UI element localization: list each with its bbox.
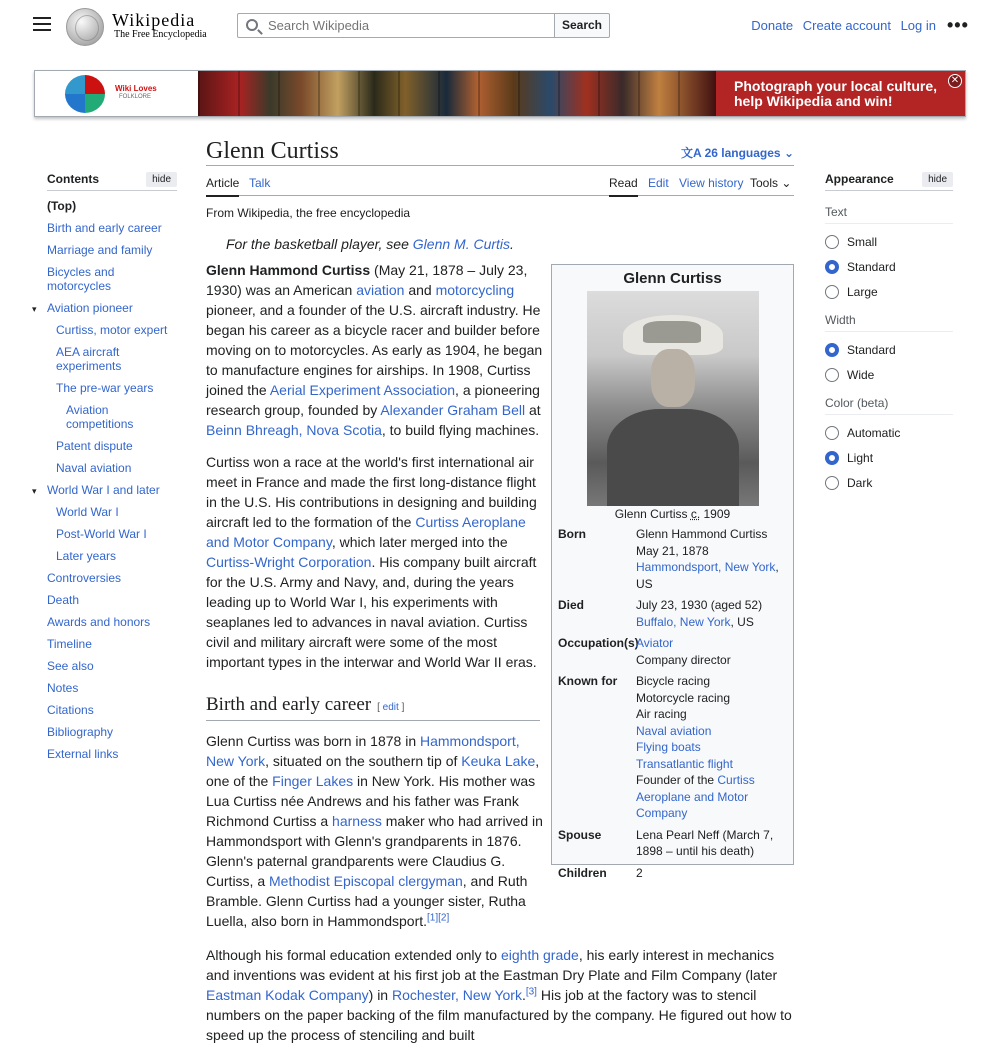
link-aea[interactable]: Aerial Experiment Association (269, 382, 456, 398)
radio-unchecked-icon[interactable] (825, 285, 839, 299)
toc-link[interactable]: Later years (56, 549, 117, 563)
citation-3[interactable]: [3] (525, 986, 537, 998)
toc-link[interactable]: Notes (47, 681, 79, 695)
radio-checked-icon[interactable] (825, 343, 839, 357)
known-for-link[interactable]: Transatlantic flight (636, 756, 733, 771)
infobox-row-children (558, 865, 788, 882)
toc-link[interactable]: Controversies (47, 571, 122, 585)
link-finger-lakes[interactable]: Finger Lakes (272, 773, 354, 789)
appearance-radio-option[interactable] (825, 475, 953, 490)
known-for-link[interactable]: Curtiss Aeroplane and Motor Company (636, 773, 755, 820)
appearance-title: Appearance (825, 172, 894, 186)
log-in-link[interactable]: Log in (900, 18, 936, 33)
toc-list (32, 199, 177, 761)
fundraising-banner[interactable] (34, 70, 966, 117)
hatnote-link[interactable]: Glenn M. Curtis (412, 236, 511, 252)
link-methodist[interactable]: Methodist Episcopal clergyman (269, 873, 463, 889)
born-place-suffix: , US (636, 560, 779, 591)
toc-item (47, 403, 177, 431)
link-eastman-kodak[interactable]: Eastman Kodak Company (206, 987, 369, 1003)
toc-link[interactable]: Bibliography (47, 725, 114, 739)
link-curtiss-wright[interactable]: Curtiss-Wright Corporation (206, 554, 372, 570)
wikipedia-globe-logo[interactable] (66, 8, 104, 46)
create-account-link[interactable]: Create account (802, 18, 891, 33)
citation-2[interactable]: [2] (438, 912, 450, 924)
link-motorcycling[interactable]: motorcycling (435, 282, 515, 298)
section-paragraph-2: Although his formal education extended only to eighth grade, his early interest in mechanics and inventions was evident at his first job at the Eastman Dry Plate and Film Company (later Eastman Kodak Company) in Rochester, New York.[3] His job at the factory was to stencil numbers on the paper backing of the film manufactured by the company. He figured out how to speed up the process of stenciling and built (206, 947, 792, 1043)
search-input[interactable] (266, 16, 546, 35)
died-place-link[interactable]: Buffalo, New York (636, 614, 731, 629)
toc-item (47, 593, 177, 607)
toc-item (47, 265, 177, 293)
infobox-row-known-for (558, 673, 788, 822)
toc-item (32, 301, 177, 315)
appearance-hide-button[interactable]: hide (922, 172, 953, 187)
page-title: Glenn Curtiss (206, 138, 339, 164)
photo-face (651, 349, 695, 407)
known-for-link[interactable]: Flying boats (636, 740, 701, 754)
radio-unchecked-icon[interactable] (825, 235, 839, 249)
link-aviation[interactable]: aviation (356, 282, 405, 298)
toc-link[interactable]: See also (47, 659, 94, 673)
hatnote (226, 236, 794, 252)
toc-link[interactable]: Patent dispute (56, 439, 133, 453)
toc-item (47, 703, 177, 717)
toc-item (47, 381, 177, 395)
appearance-radio-option[interactable] (825, 425, 953, 440)
toc-link[interactable]: AEA aircraft experiments (56, 345, 122, 373)
wikipedia-tagline: The Free Encyclopedia (114, 29, 207, 40)
toc-link[interactable]: The pre-war years (56, 381, 154, 395)
radio-label: Light (847, 450, 874, 465)
edit-link-label[interactable]: edit (382, 702, 399, 713)
tab-edit[interactable]: Edit (648, 176, 669, 190)
article-lead (206, 260, 546, 931)
toc-link[interactable]: Death (47, 593, 80, 607)
more-options-icon[interactable]: ••• (947, 15, 969, 35)
infobox (551, 264, 794, 880)
toc-item (47, 615, 177, 629)
radio-checked-icon[interactable] (825, 260, 839, 274)
infobox-label: Born (558, 527, 586, 541)
toc-item (47, 199, 177, 213)
toc-link[interactable]: Citations (47, 703, 94, 717)
chevron-down-icon: ⌄ (781, 176, 792, 190)
died-date: July 23, 1930 (aged 52) (636, 598, 763, 612)
radio-unchecked-icon[interactable] (825, 476, 839, 490)
appearance-section-label: Color (beta) (825, 396, 953, 415)
radio-label: Wide (847, 367, 875, 382)
radio-unchecked-icon[interactable] (825, 368, 839, 382)
toc-link[interactable]: Marriage and family (47, 243, 153, 257)
appearance-radio-option[interactable] (825, 450, 953, 465)
tab-article[interactable]: Article (206, 176, 239, 197)
appearance-section-label: Width (825, 313, 953, 332)
banner-cta[interactable] (716, 71, 965, 116)
infobox-label: Died (558, 598, 585, 612)
born-name: Glenn Hammond Curtiss (636, 527, 768, 541)
portrait-photo[interactable] (587, 291, 759, 506)
toc-item (47, 221, 177, 235)
toc-link[interactable]: (Top) (47, 199, 77, 213)
photo-body (607, 409, 739, 506)
radio-label: Standard (847, 259, 896, 274)
lead-paragraph-1: Glenn Hammond Curtiss (May 21, 1878 – July 23, 1930) was an American aviation and motorcycling pioneer, and a founder of the U.S. aircraft industry. He began his career as a bicycle racer and builder before moving on to motorcycles. As early as 1904, he began to manufacture engines for airships. In 1908, Curtiss joined the Aerial Experiment Association, a pioneering research group, founded by Alexander Graham Bell at Beinn Bhreagh, Nova Scotia, to build flying machines. (206, 262, 543, 438)
toc-item (47, 505, 177, 519)
appearance-panel (825, 172, 953, 490)
radio-checked-icon[interactable] (825, 451, 839, 465)
toc-item (32, 483, 177, 497)
search-icon (246, 19, 258, 31)
toc-link[interactable]: Birth and early career (47, 221, 162, 235)
radio-label: Automatic (847, 425, 901, 440)
radio-unchecked-icon[interactable] (825, 426, 839, 440)
appearance-radio-option[interactable] (825, 342, 953, 357)
infobox-row-born (558, 526, 788, 592)
infobox-label: Children (558, 865, 607, 880)
caption-year: 1909 (700, 507, 731, 521)
infobox-label: Occupation(s) (558, 636, 639, 650)
page-tabs (206, 166, 794, 196)
chevron-down-icon[interactable]: ▾ (32, 486, 37, 496)
toc-item (47, 571, 177, 585)
link-keuka-lake[interactable]: Keuka Lake (461, 753, 536, 769)
lead-paragraph-2: Curtiss won a race at the world's first international air meet in France and made the first long-distance flight in the U.S. His contributions in designing and building aircraft led to the formation of the Curtiss Aeroplane and Motor Company, which later merged into the Curtiss-Wright Corporation. His company built aircraft for the U.S. Army and Navy, and, during the years leading up to World War I, his experiments with seaplanes led to advances in naval aviation. Curtiss civil and military aircraft were some of the most important types in the interwar and World War II eras. (206, 454, 537, 670)
toc-item (47, 549, 177, 563)
toc-item (47, 345, 177, 373)
occupation-link[interactable]: Aviator (636, 636, 674, 650)
hatnote-suffix: . (510, 236, 514, 252)
search-box (237, 13, 555, 38)
tab-read[interactable]: Read (609, 176, 638, 197)
caption-name: Glenn Curtiss (614, 507, 691, 521)
toc-title: Contents (47, 172, 99, 186)
infobox-label: Spouse (558, 827, 602, 842)
link-hammondsport[interactable]: Hammondsport, New York (206, 733, 520, 769)
radio-label: Large (847, 284, 878, 299)
tab-talk[interactable]: Talk (249, 176, 271, 190)
banner-logo-text: Wiki Loves (115, 84, 157, 93)
known-for-prefix: Founder of the (636, 773, 718, 787)
toc-item (47, 461, 177, 475)
toc-link[interactable]: Curtiss, motor expert (56, 323, 168, 337)
toc-item (47, 637, 177, 651)
link-bell[interactable]: Alexander Graham Bell (380, 402, 526, 418)
toc-item (47, 725, 177, 739)
caption-circa: c. (690, 507, 701, 521)
toc-item (47, 659, 177, 673)
toc-link[interactable]: External links (47, 747, 119, 761)
born-date: May 21, 1878 (636, 543, 709, 558)
close-icon[interactable]: ✕ (948, 74, 962, 88)
radio-label: Dark (847, 475, 873, 490)
toc-link[interactable]: Bicycles and motorcycles (47, 265, 115, 293)
tools-label: Tools (750, 176, 779, 190)
known-for-item: Air racing (636, 707, 687, 721)
toc-link[interactable]: Post-World War I (56, 527, 147, 541)
spouse-value: Lena Pearl Neff (March 7, 1898 – until his death) (636, 827, 774, 858)
children-value: 2 (636, 865, 643, 880)
wikipedia-wordmark[interactable]: Wikipedia (112, 10, 196, 30)
heart-puzzle-icon (65, 75, 105, 113)
section-edit-link[interactable]: [ edit ] (377, 702, 405, 713)
table-of-contents (32, 172, 177, 761)
section-paragraph-1: Glenn Curtiss was born in 1878 in Hammondsport, New York, situated on the southern tip of Keuka Lake, one of the Finger Lakes in New York. His mother was Lua Curtiss née Andrews and his father was Frank Richmond Curtiss a harness maker who had arrived in Hammondsport with Glenn's grandparents in 1876. Glenn's paternal grandparents were Claudius G. Curtiss, a Methodist Episcopal clergyman, and Ruth Bramble. Glenn Curtiss had a younger sister, Rutha Luella, also born in Hammondsport.[1][2] (206, 733, 543, 929)
wiki-loves-folklore-logo (35, 71, 198, 116)
site-header (0, 0, 1000, 52)
toc-link[interactable]: World War I (56, 505, 119, 519)
search-button[interactable]: Search (554, 13, 610, 38)
appearance-section-label: Text (825, 205, 953, 224)
toc-link[interactable]: Awards and honors (47, 615, 151, 629)
hatnote-text: For the basketball player, see (226, 236, 413, 252)
toc-item (47, 681, 177, 695)
link-eighth-grade[interactable]: eighth grade (500, 947, 579, 963)
born-place-link[interactable]: Hammondsport, New York (636, 560, 776, 574)
banner-cta-text: Photograph your local culture, help Wikipedia and win! (734, 78, 938, 109)
link-curtiss-aeroplane[interactable]: Curtiss Aeroplane and Motor Company (206, 514, 526, 550)
chevron-down-icon: ⌄ (783, 146, 794, 160)
appearance-radio-option[interactable] (825, 367, 953, 382)
toc-item (47, 323, 177, 337)
photo-caption (552, 507, 793, 521)
toc-link[interactable]: Naval aviation (56, 461, 132, 475)
toc-link[interactable]: Aviation competitions (66, 403, 134, 431)
photo-hatband (643, 321, 701, 343)
occupation-text: Company director (636, 652, 731, 667)
link-rochester[interactable]: Rochester, New York (391, 987, 522, 1003)
translate-icon: 文A (680, 146, 702, 160)
known-for-item: Motorcycle racing (636, 690, 731, 705)
donate-link[interactable]: Donate (751, 18, 794, 33)
language-selector[interactable] (681, 144, 794, 161)
link-beinn-bhreagh[interactable]: Beinn Bhreagh, Nova Scotia (206, 422, 382, 438)
infobox-row-occupation (558, 635, 788, 668)
toc-hide-button[interactable]: hide (146, 172, 177, 187)
infobox-row-spouse (558, 827, 788, 860)
link-harness[interactable]: harness (332, 813, 382, 829)
appearance-radio-option[interactable] (825, 259, 953, 274)
radio-label: Standard (847, 342, 896, 357)
infobox-title: Glenn Curtiss (623, 270, 722, 287)
infobox-row-died (558, 597, 788, 630)
radio-label: Small (847, 234, 878, 249)
section-heading (206, 694, 540, 721)
hamburger-menu-icon[interactable] (33, 17, 51, 33)
appearance-radio-option[interactable] (825, 234, 953, 249)
infobox-label: Known for (558, 674, 618, 688)
toc-link[interactable]: Timeline (47, 637, 92, 651)
site-sub: From Wikipedia, the free encyclopedia (206, 206, 411, 220)
toc-link[interactable]: World War I and later (47, 483, 160, 497)
appearance-radio-option[interactable] (825, 284, 953, 299)
toc-item (47, 439, 177, 453)
user-links (745, 18, 936, 33)
toc-item (47, 747, 177, 761)
toc-link[interactable]: Aviation pioneer (47, 301, 133, 315)
citation-1[interactable]: [1] (427, 912, 439, 924)
language-count: 26 languages (704, 146, 781, 160)
tab-view-history[interactable]: View history (679, 176, 744, 190)
toc-item (47, 243, 177, 257)
toc-item (47, 527, 177, 541)
banner-photo-strip (198, 71, 716, 116)
tab-tools[interactable] (750, 176, 791, 190)
section-title: Birth and early career (206, 694, 372, 715)
known-for-link[interactable]: Naval aviation (636, 723, 712, 738)
chevron-down-icon[interactable]: ▾ (32, 304, 37, 314)
known-for-item: Bicycle racing (636, 674, 711, 688)
banner-logo-subtext: FOLKLORE (119, 94, 152, 100)
died-place-suffix: , US (730, 614, 754, 629)
